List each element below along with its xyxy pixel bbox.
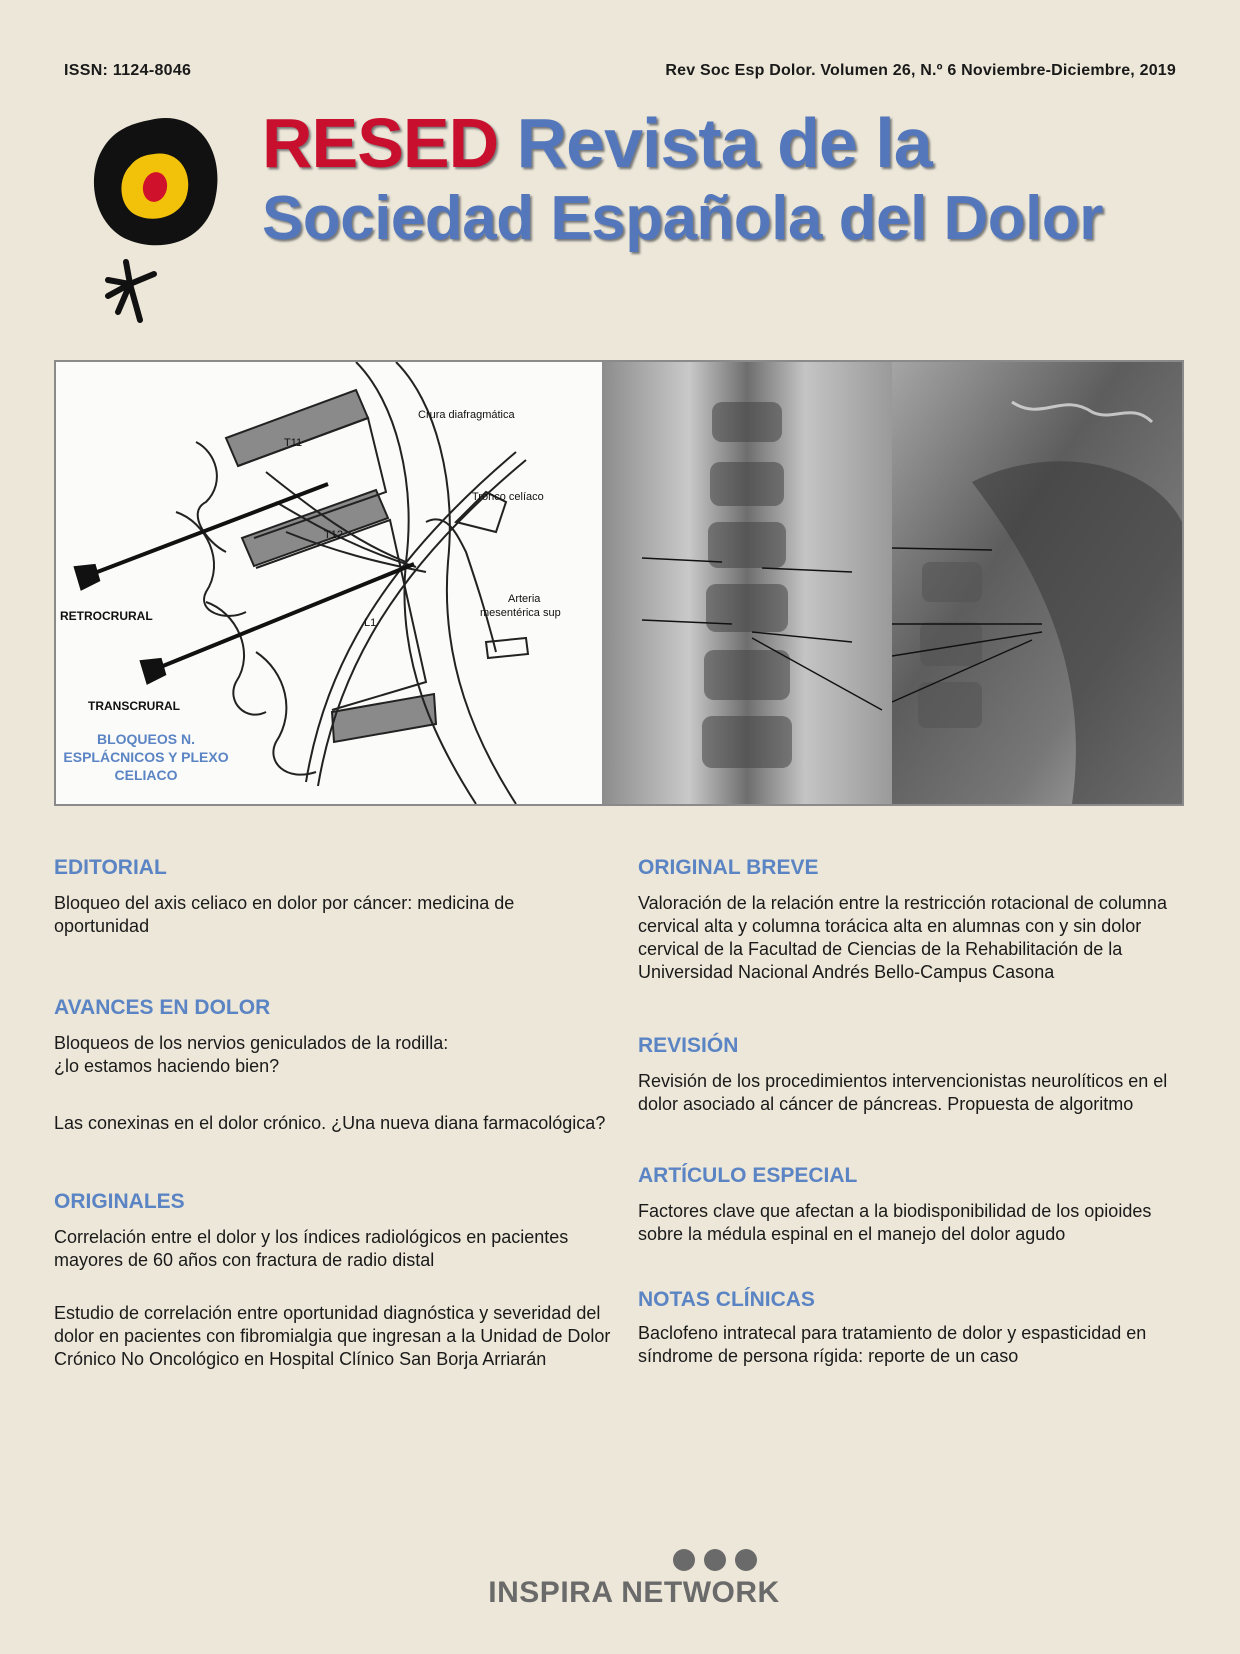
article-especial-1[interactable]: Factores clave que afectan a la biodisponibilidad de los opioides sobre la médula espinal en el manejo del dolor agudo <box>638 1201 1152 1244</box>
section-original-breve: ORIGINAL BREVE <box>638 856 819 879</box>
cover-figure <box>54 360 1184 806</box>
label-arteria-2: mesentérica sup <box>480 607 561 619</box>
article-original-breve-1[interactable]: Valoración de la relación entre la restricción rotacional de columna cervical alta y columna torácica alta en alumnas con y sin dolor cervical de la Facultad de Ciencias de la Rehabilitación de la Universidad Nacional Andrés Bello-Campus Casona <box>638 893 1167 982</box>
label-t11: T11 <box>284 437 303 449</box>
article-avances-1[interactable]: Bloqueos de los nervios geniculados de la rodilla: ¿lo estamos haciendo bien? <box>54 1033 449 1076</box>
caption-line1: BLOQUEOS N. <box>96 731 196 747</box>
section-originales: ORIGINALES <box>54 1190 185 1213</box>
issue-info: Rev Soc Esp Dolor. Volumen 26, N.º 6 Noviembre-Diciembre, 2019 <box>665 62 1176 79</box>
article-notas-1[interactable]: Baclofeno intratecal para tratamiento de dolor y espasticidad en síndrome de persona rígida: reporte de un caso <box>638 1323 1147 1366</box>
section-avances: AVANCES EN DOLOR <box>54 996 271 1019</box>
section-revision: REVISIÓN <box>638 1034 739 1057</box>
caption-line2: ESPLÁCNICOS Y PLEXO <box>63 749 229 765</box>
article-editorial-1[interactable]: Bloqueo del axis celiaco en dolor por cáncer: medicina de oportunidad <box>54 893 515 936</box>
journal-acronym: RESED <box>262 104 499 182</box>
journal-title-line2: Sociedad Española del Dolor <box>262 184 1103 253</box>
anatomy-drawing <box>56 362 602 804</box>
article-avances-2[interactable]: Las conexinas en el dolor crónico. ¿Una nueva diana farmacológica? <box>54 1113 606 1133</box>
publisher-name: INSPIRA NETWORK <box>488 1576 780 1609</box>
label-arteria-1: Arteria <box>508 593 541 605</box>
journal-title-first: Revista de la <box>516 104 932 182</box>
article-originales-1[interactable]: Correlación entre el dolor y los índices radiológicos en pacientes mayores de 60 años con fractura de radio distal <box>54 1227 569 1270</box>
label-t12: T12 <box>324 529 343 541</box>
journal-title-line1 <box>262 106 932 180</box>
label-transcrural: TRANSCRURAL <box>88 699 180 713</box>
label-retrocrural: RETROCRURAL <box>60 609 153 623</box>
xray-image-lateral <box>892 362 1182 804</box>
label-crura: Crura diafragmática <box>418 409 515 421</box>
xray-image-ap <box>602 362 892 804</box>
section-notas: NOTAS CLÍNICAS <box>638 1288 815 1311</box>
issn: ISSN: 1124-8046 <box>64 62 192 79</box>
label-tronco: Tronco celíaco <box>472 491 544 503</box>
article-originales-2[interactable]: Estudio de correlación entre oportunidad diagnóstica y severidad del dolor en pacientes con fibromialgia que ingresan a la Unidad de Dolor Crónico No Oncológico en Hospital Clínico San Borja Arriarán <box>54 1303 611 1369</box>
society-logo <box>88 112 238 352</box>
article-revision-1[interactable]: Revisión de los procedimientos intervencionistas neurolíticos en el dolor asociado al cáncer de páncreas. Propuesta de algoritmo <box>638 1071 1168 1114</box>
caption-line3: CELIACO <box>114 767 178 783</box>
section-especial: ARTÍCULO ESPECIAL <box>638 1164 858 1187</box>
section-editorial: EDITORIAL <box>54 856 167 879</box>
label-l1: L1 <box>364 617 377 629</box>
publisher-dots-icon <box>672 1548 758 1572</box>
